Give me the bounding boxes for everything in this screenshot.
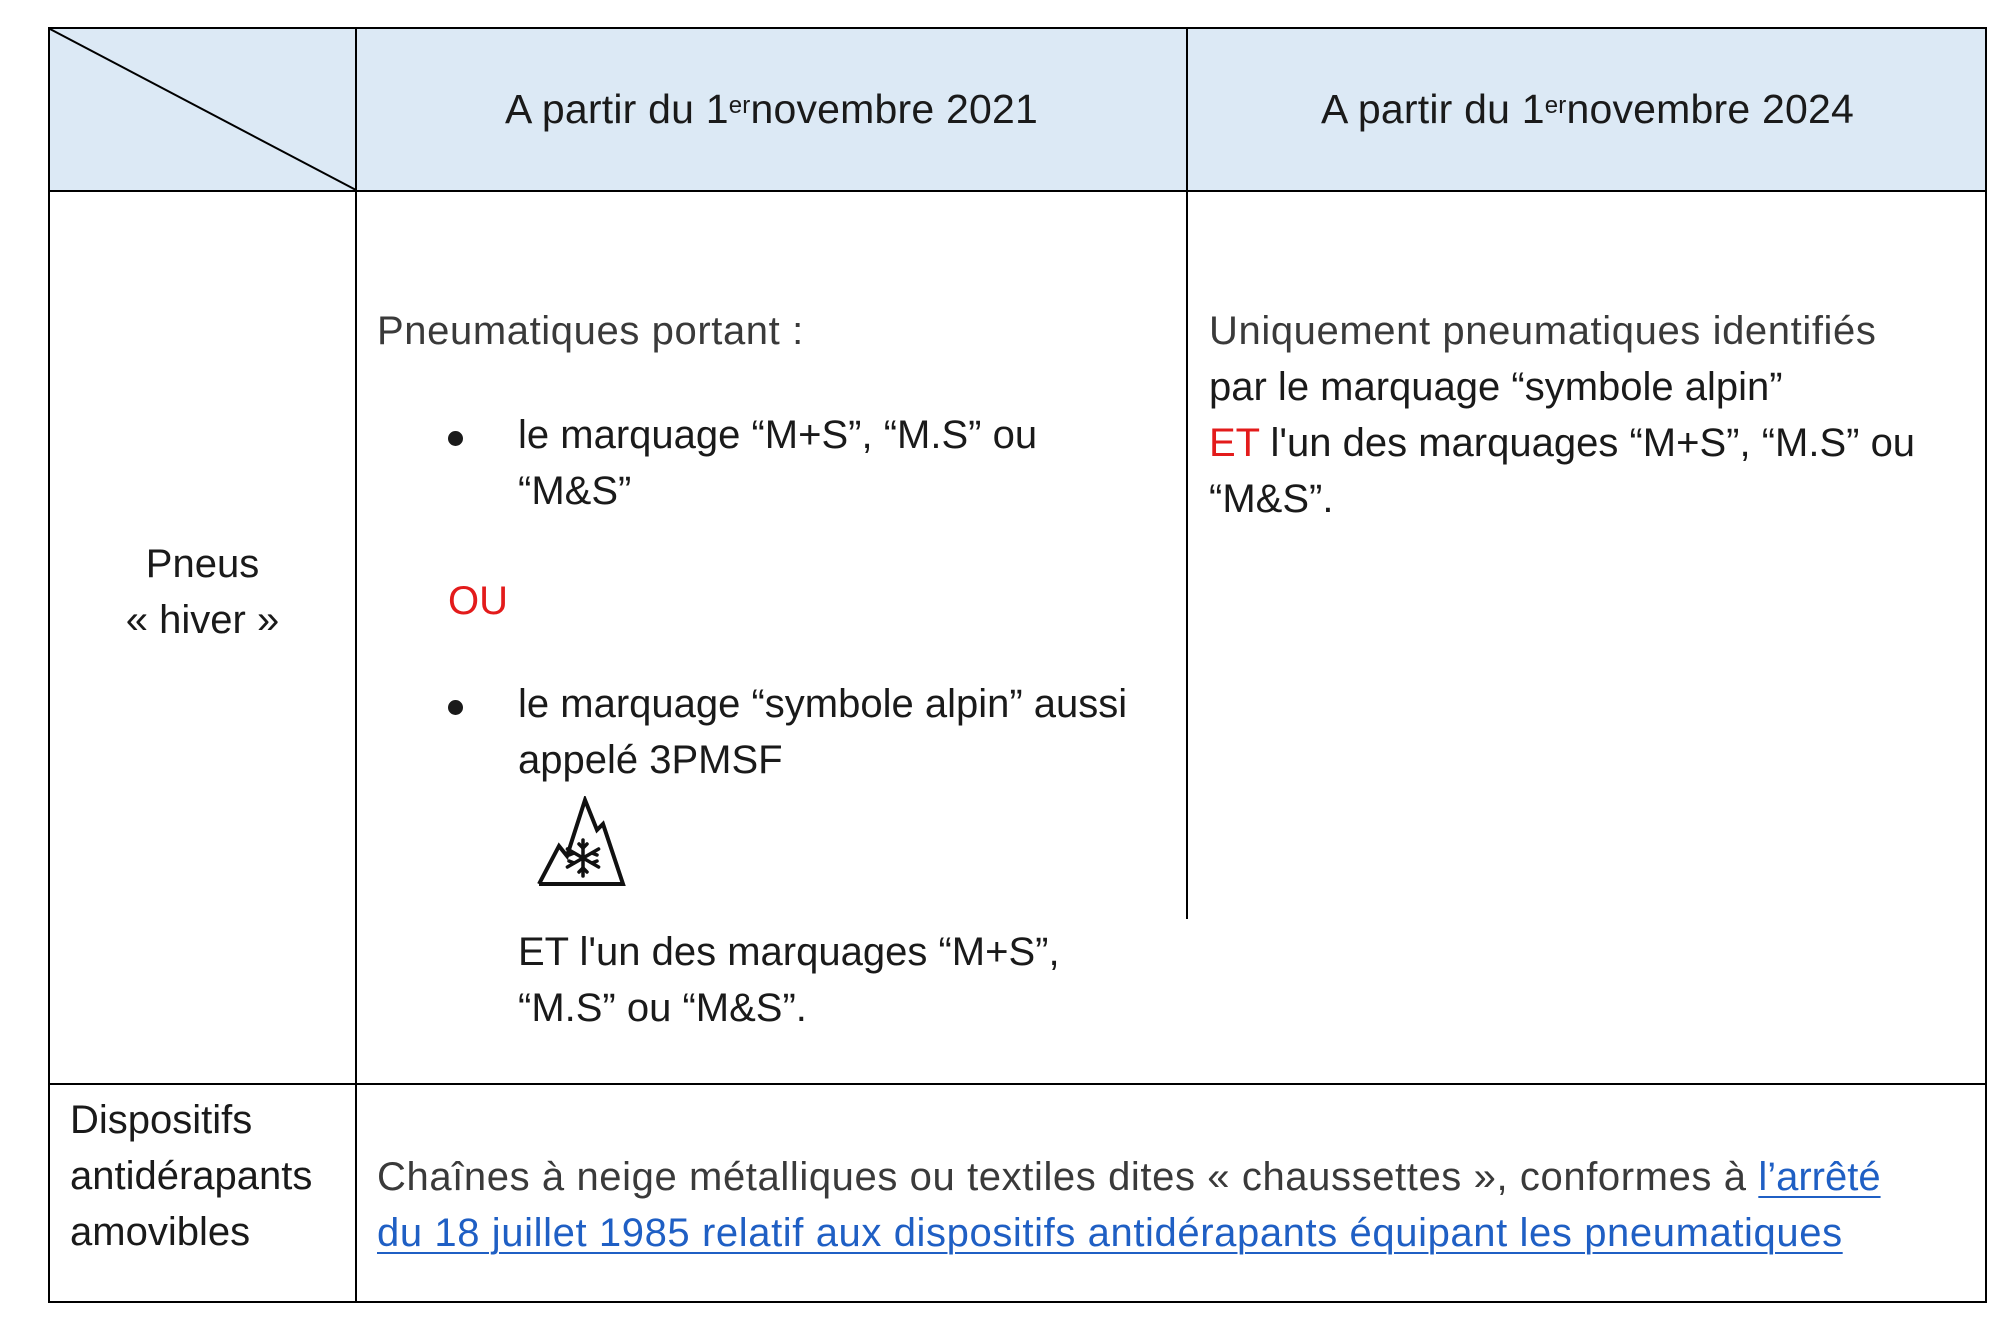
decree-link[interactable]: l’arrêté [1758,1155,1881,1199]
header-2021: A partir du 1 $^{er}$ novembre 2021 [505,86,1038,132]
corner-diagonal [50,29,358,190]
and-text: ET l'un des marquages “M+S”, “M.S” ou “M&S”. [518,930,1060,1030]
three-peak-mountain-snowflake-icon [535,796,627,888]
intro-text: Pneumatiques portant : [377,309,804,353]
regulation-table [48,27,1987,1303]
row-divider-1 [50,190,1985,192]
bullet-1 [448,431,463,446]
decree-link-continued[interactable]: du 18 juillet 1985 relatif aux dispositifs antidérapants équipant les pneumatiques [377,1211,1843,1255]
bullet-1-text: le marquage “M+S”, “M.S” ou “M&S” [518,413,1038,513]
row-label-devices: Dispositifs antidérapants amovibles [70,1098,313,1254]
devices-text: Chaînes à neige métalliques ou textiles dites « chaussettes », conformes à l’arrêté du 18 juillet 1985 relatif aux dispositifs antidérapants équipant les pneumatiques [377,1155,1881,1255]
column-divider-1 [355,29,357,1303]
header-2024: A partir du 1 $^{er}$ novembre 2024 [1321,86,1854,132]
row-divider-2 [50,1083,1985,1085]
bullet-2 [448,700,463,715]
only-tires-text: Uniquement pneumatiques identifiés par le marquage “symbole alpin” ET l'un des marquages “M+S”, “M.S” ou “M&S”. [1209,309,1916,521]
row-label-winter-tires: Pneus « hiver » [125,542,280,642]
or-word: OU [448,579,508,623]
bullet-2-text: le marquage “symbole alpin” aussi appelé 3PMSF [518,682,1128,782]
and-word: ET [1209,421,1260,465]
